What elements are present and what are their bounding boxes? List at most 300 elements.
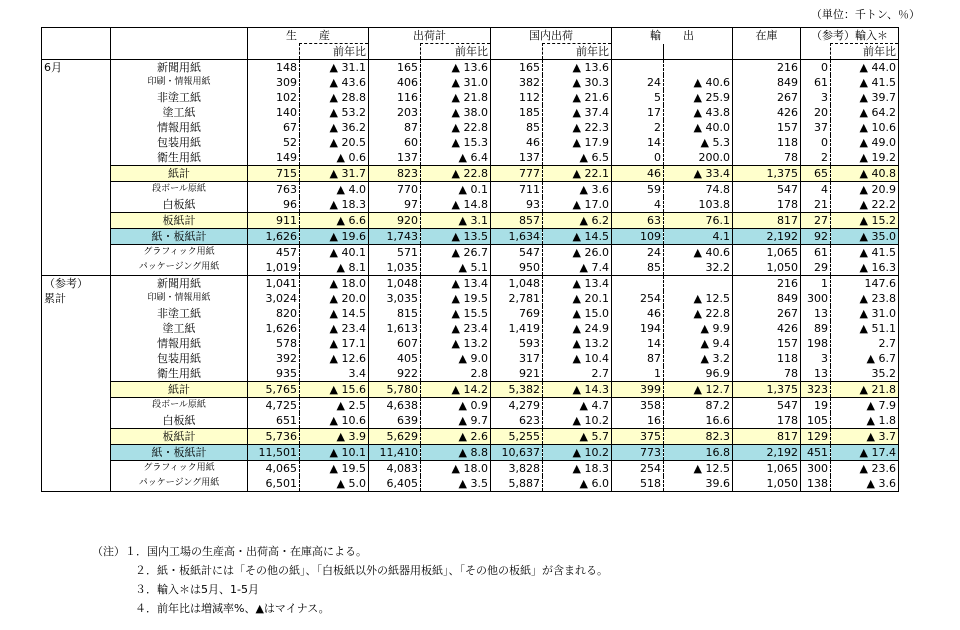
row-item-label: 新聞用紙 [111, 60, 248, 76]
table-row [42, 75, 899, 90]
table-cell: ▲ 7.4 [543, 260, 612, 276]
table-cell: ▲ 20.0 [300, 291, 369, 306]
table-cell: 2.7 [831, 336, 899, 351]
table-cell: ▲ 26.7 [421, 245, 491, 261]
table-cell: 921 [491, 366, 543, 382]
table-cell: 87 [369, 120, 421, 135]
table-cell: ▲ 38.0 [421, 105, 491, 120]
table-cell: ▲ 20.9 [831, 182, 899, 198]
table-cell: 96.9 [664, 366, 733, 382]
table-cell: 518 [612, 476, 664, 492]
note-2: ２．紙・板紙計には「その他の紙」、「白板紙以外の紙器用板紙」、「その他の板紙」が含まれる。 [135, 564, 608, 577]
table-cell: 571 [369, 245, 421, 261]
table-cell: 5,255 [491, 429, 543, 445]
table-cell: ▲ 41.5 [831, 245, 899, 261]
table-row [42, 321, 899, 336]
table-cell: 157 [733, 336, 801, 351]
table-cell: ▲ 20.5 [300, 135, 369, 150]
table-cell: 216 [733, 276, 801, 292]
table-cell: 1,050 [733, 260, 801, 276]
table-cell: ▲ 18.3 [543, 461, 612, 477]
row-item-label: グラフィック用紙 [111, 461, 248, 477]
table-cell: ▲ 22.8 [421, 120, 491, 135]
table-row [42, 182, 899, 198]
table-cell: 405 [369, 351, 421, 366]
table-cell: ▲ 28.8 [300, 90, 369, 105]
table-cell: ▲ 8.8 [421, 445, 491, 461]
table-cell: ▲ 3.9 [300, 429, 369, 445]
table-row [42, 229, 899, 245]
table-cell: 578 [248, 336, 300, 351]
table-cell: 4.1 [664, 229, 733, 245]
table-cell: ▲ 5.7 [543, 429, 612, 445]
table-cell: ▲ 1.8 [831, 413, 899, 429]
table-row [42, 398, 899, 414]
table-cell: 87.2 [664, 398, 733, 414]
table-cell: ▲ 14.5 [300, 306, 369, 321]
table-cell: 200.0 [664, 150, 733, 166]
table-row [42, 306, 899, 321]
row-item-label: 段ボール原紙 [111, 398, 248, 414]
header-row-2 [42, 44, 899, 60]
table-cell: ▲ 15.2 [831, 213, 899, 229]
table-cell: 817 [733, 213, 801, 229]
table-cell: 254 [612, 461, 664, 477]
table-cell: ▲ 17.1 [300, 336, 369, 351]
table-cell: ▲ 9.7 [421, 413, 491, 429]
header-yoy: 前年比 [831, 44, 899, 60]
row-item-label: 非塗工紙 [111, 306, 248, 321]
table-cell: ▲ 14.5 [543, 229, 612, 245]
table-cell: ▲ 40.0 [664, 120, 733, 135]
table-cell: 138 [801, 476, 831, 492]
table-cell: 857 [491, 213, 543, 229]
table-cell: ▲ 40.6 [664, 245, 733, 261]
table-cell: 0 [801, 135, 831, 150]
table-cell: ▲ 40.6 [664, 75, 733, 90]
table-row [42, 276, 899, 292]
table-cell: 19 [801, 398, 831, 414]
table-cell: 6,501 [248, 476, 300, 492]
table-cell: 4,083 [369, 461, 421, 477]
table-cell: 769 [491, 306, 543, 321]
table-cell: 105 [801, 413, 831, 429]
table-row [42, 213, 899, 229]
table-cell: ▲ 3.5 [421, 476, 491, 492]
table-cell: ▲ 8.1 [300, 260, 369, 276]
table-cell: 29 [801, 260, 831, 276]
table-row [42, 291, 899, 306]
table-cell: 82.3 [664, 429, 733, 445]
header-inventory: 在庫 [733, 28, 801, 44]
table-cell: ▲ 18.3 [300, 197, 369, 213]
row-item-label: 段ボール原紙 [111, 182, 248, 198]
table-cell: 1,375 [733, 166, 801, 182]
table-cell: ▲ 53.2 [300, 105, 369, 120]
table-cell: 651 [248, 413, 300, 429]
table-cell: 21 [801, 197, 831, 213]
table-cell: ▲ 22.3 [543, 120, 612, 135]
table-cell: ▲ 37.4 [543, 105, 612, 120]
table-cell: ▲ 39.7 [831, 90, 899, 105]
table-cell: 817 [733, 429, 801, 445]
table-cell: 763 [248, 182, 300, 198]
section-label: 6月 [42, 60, 111, 76]
table-cell: ▲ 10.2 [543, 413, 612, 429]
table-cell: ▲ 22.1 [543, 166, 612, 182]
table-cell: 27 [801, 213, 831, 229]
table-row [42, 461, 899, 477]
table-cell: 547 [733, 182, 801, 198]
table-cell: 59 [612, 182, 664, 198]
table-cell: ▲ 18.0 [421, 461, 491, 477]
table-cell: 35.2 [831, 366, 899, 382]
table-cell: 547 [491, 245, 543, 261]
table-cell: ▲ 12.5 [664, 291, 733, 306]
table-cell: ▲ 13.6 [421, 60, 491, 76]
table-cell: 1,048 [491, 276, 543, 292]
table-cell: 39.6 [664, 476, 733, 492]
table-cell: 5,736 [248, 429, 300, 445]
table-cell: 426 [733, 321, 801, 336]
table-cell: ▲ 21.6 [543, 90, 612, 105]
table-cell: ▲ 40.8 [831, 166, 899, 182]
row-item-label: 印刷・情報用紙 [111, 75, 248, 90]
table-cell: 140 [248, 105, 300, 120]
header-yoy: 前年比 [421, 44, 491, 60]
table-cell: 157 [733, 120, 801, 135]
table-cell: ▲ 0.1 [421, 182, 491, 198]
table-cell: 2.8 [421, 366, 491, 382]
table-cell: ▲ 10.1 [300, 445, 369, 461]
table-cell: ▲ 0.6 [300, 150, 369, 166]
table-cell: 96 [248, 197, 300, 213]
table-cell: ▲ 9.9 [664, 321, 733, 336]
table-cell: ▲ 15.6 [300, 382, 369, 398]
table-cell: ▲ 10.4 [543, 351, 612, 366]
table-row [42, 429, 899, 445]
row-item-label: 情報用紙 [111, 336, 248, 351]
row-item-label: 白板紙 [111, 197, 248, 213]
table-cell: ▲ 10.6 [300, 413, 369, 429]
table-cell: 0 [801, 60, 831, 76]
table-cell: 165 [491, 60, 543, 76]
table-cell: ▲ 19.6 [300, 229, 369, 245]
row-item-label: 塗工紙 [111, 321, 248, 336]
table-cell: ▲ 3.1 [421, 213, 491, 229]
table-cell: 358 [612, 398, 664, 414]
row-item-label: 板紙計 [111, 213, 248, 229]
table-cell: ▲ 14.2 [421, 382, 491, 398]
table-cell: 63 [612, 213, 664, 229]
table-cell: ▲ 21.8 [421, 90, 491, 105]
table-cell: 4,279 [491, 398, 543, 414]
table-row [42, 413, 899, 429]
paper-statistics-table [41, 27, 899, 492]
table-cell: 89 [801, 321, 831, 336]
table-cell: ▲ 3.2 [664, 351, 733, 366]
row-item-label: 印刷・情報用紙 [111, 291, 248, 306]
table-row [42, 197, 899, 213]
table-row [42, 166, 899, 182]
table-cell: 950 [491, 260, 543, 276]
table-cell: ▲ 49.0 [831, 135, 899, 150]
table-cell: ▲ 22.8 [421, 166, 491, 182]
table-cell: 0 [612, 150, 664, 166]
table-cell: 922 [369, 366, 421, 382]
table-cell: 11,501 [248, 445, 300, 461]
table-row [42, 336, 899, 351]
table-cell: ▲ 2.5 [300, 398, 369, 414]
table-cell: 770 [369, 182, 421, 198]
table-cell: ▲ 3.6 [831, 476, 899, 492]
table-cell: ▲ 2.6 [421, 429, 491, 445]
table-cell: 5 [612, 90, 664, 105]
row-item-label: 紙計 [111, 166, 248, 182]
table-cell: 4,065 [248, 461, 300, 477]
table-cell: ▲ 7.9 [831, 398, 899, 414]
table-cell: ▲ 15.5 [421, 306, 491, 321]
table-cell: 773 [612, 445, 664, 461]
header-export: 輸 出 [612, 28, 733, 44]
table-cell: 1,634 [491, 229, 543, 245]
table-cell: 1,048 [369, 276, 421, 292]
table-cell: ▲ 19.5 [300, 461, 369, 477]
table-cell: 639 [369, 413, 421, 429]
table-row [42, 351, 899, 366]
table-cell: ▲ 16.3 [831, 260, 899, 276]
table-cell: 323 [801, 382, 831, 398]
table-cell: ▲ 19.5 [421, 291, 491, 306]
table-cell: 2 [612, 120, 664, 135]
table-cell: 76.1 [664, 213, 733, 229]
table-cell: ▲ 22.2 [831, 197, 899, 213]
table-cell: 920 [369, 213, 421, 229]
row-item-label: 板紙計 [111, 429, 248, 445]
table-cell: 1,743 [369, 229, 421, 245]
table-cell: ▲ 13.5 [421, 229, 491, 245]
table-cell: 216 [733, 60, 801, 76]
table-cell: 112 [491, 90, 543, 105]
table-cell: 317 [491, 351, 543, 366]
row-item-label: 情報用紙 [111, 120, 248, 135]
table-cell: 1 [612, 366, 664, 382]
section-sub-label: 累計 [42, 291, 111, 306]
section-label: （参考） [42, 276, 111, 292]
table-cell: 935 [248, 366, 300, 382]
table-cell: 137 [369, 150, 421, 166]
table-cell: 2.7 [543, 366, 612, 382]
table-cell: 849 [733, 75, 801, 90]
table-cell: 149 [248, 150, 300, 166]
table-cell: ▲ 6.2 [543, 213, 612, 229]
table-row [42, 476, 899, 492]
row-item-label: 新聞用紙 [111, 276, 248, 292]
table-cell: 16.6 [664, 413, 733, 429]
table-cell: ▲ 6.7 [831, 351, 899, 366]
table-cell: ▲ 13.4 [421, 276, 491, 292]
table-cell: 607 [369, 336, 421, 351]
table-cell: 715 [248, 166, 300, 182]
table-cell: 1,419 [491, 321, 543, 336]
row-item-label: 紙・板紙計 [111, 445, 248, 461]
header-production: 生 産 [248, 28, 369, 44]
table-cell: 815 [369, 306, 421, 321]
table-cell: ▲ 6.6 [300, 213, 369, 229]
table-cell: ▲ 17.4 [831, 445, 899, 461]
table-cell: ▲ 20.1 [543, 291, 612, 306]
table-cell: 392 [248, 351, 300, 366]
row-item-label: グラフィック用紙 [111, 245, 248, 261]
table-cell: 5,629 [369, 429, 421, 445]
table-cell [664, 60, 733, 76]
table-cell: 593 [491, 336, 543, 351]
table-cell: 267 [733, 306, 801, 321]
table-cell: 129 [801, 429, 831, 445]
table-cell: ▲ 17.0 [543, 197, 612, 213]
table-cell: ▲ 5.3 [664, 135, 733, 150]
table-cell: 118 [733, 351, 801, 366]
table-cell: 3 [801, 351, 831, 366]
table-cell: 61 [801, 245, 831, 261]
table-cell: 165 [369, 60, 421, 76]
table-cell: 13 [801, 366, 831, 382]
header-yoy: 前年比 [300, 44, 369, 60]
table-row [42, 260, 899, 276]
table-cell: ▲ 13.6 [543, 60, 612, 76]
table-cell: ▲ 30.3 [543, 75, 612, 90]
table-cell: 78 [733, 366, 801, 382]
row-item-label: 衛生用紙 [111, 366, 248, 382]
table-cell: 6,405 [369, 476, 421, 492]
table-cell: 4 [612, 197, 664, 213]
table-cell: 1,050 [733, 476, 801, 492]
table-cell: 5,382 [491, 382, 543, 398]
row-item-label: 塗工紙 [111, 105, 248, 120]
table-cell: 46 [612, 166, 664, 182]
table-cell: 623 [491, 413, 543, 429]
table-cell: ▲ 22.8 [664, 306, 733, 321]
table-cell: ▲ 44.0 [831, 60, 899, 76]
table-cell: 375 [612, 429, 664, 445]
table-cell: 198 [801, 336, 831, 351]
table-cell: 37 [801, 120, 831, 135]
table-row [42, 245, 899, 261]
table-cell: ▲ 17.9 [543, 135, 612, 150]
table-cell [612, 276, 664, 292]
table-cell: ▲ 41.5 [831, 75, 899, 90]
table-cell: ▲ 40.1 [300, 245, 369, 261]
table-cell: 20 [801, 105, 831, 120]
table-cell: ▲ 6.4 [421, 150, 491, 166]
table-cell [664, 276, 733, 292]
table-cell: 4,638 [369, 398, 421, 414]
table-cell: 5,765 [248, 382, 300, 398]
table-cell: ▲ 23.8 [831, 291, 899, 306]
table-cell: ▲ 43.6 [300, 75, 369, 90]
table-cell: ▲ 23.6 [831, 461, 899, 477]
row-item-label: パッケージング用紙 [111, 260, 248, 276]
table-cell: ▲ 5.0 [300, 476, 369, 492]
table-cell: 24 [612, 75, 664, 90]
table-cell [612, 60, 664, 76]
table-cell: ▲ 3.7 [831, 429, 899, 445]
table-cell: 711 [491, 182, 543, 198]
table-cell: 13 [801, 306, 831, 321]
table-cell: 74.8 [664, 182, 733, 198]
table-cell: ▲ 25.9 [664, 90, 733, 105]
table-cell: 16 [612, 413, 664, 429]
table-cell: 11,410 [369, 445, 421, 461]
table-cell: 820 [248, 306, 300, 321]
table-cell: 203 [369, 105, 421, 120]
table-cell: 52 [248, 135, 300, 150]
table-cell: ▲ 26.0 [543, 245, 612, 261]
table-cell: 1,613 [369, 321, 421, 336]
table-cell: 406 [369, 75, 421, 90]
table-cell: 85 [612, 260, 664, 276]
row-item-label: パッケージング用紙 [111, 476, 248, 492]
header-imports: （参考）輸入＊ [801, 28, 899, 44]
table-cell: 3 [801, 90, 831, 105]
table-cell: 254 [612, 291, 664, 306]
table-cell: 2,192 [733, 445, 801, 461]
table-row [42, 120, 899, 135]
row-item-label: 白板紙 [111, 413, 248, 429]
table-cell: ▲ 64.2 [831, 105, 899, 120]
table-cell: 194 [612, 321, 664, 336]
table-cell: 93 [491, 197, 543, 213]
table-cell: 300 [801, 461, 831, 477]
table-cell: 185 [491, 105, 543, 120]
table-cell: 3.4 [300, 366, 369, 382]
table-row [42, 445, 899, 461]
note-1: （注）１．国内工場の生産高・出荷高・在庫高による。 [92, 545, 367, 558]
table-cell: ▲ 15.0 [543, 306, 612, 321]
table-cell: ▲ 10.6 [831, 120, 899, 135]
table-cell: 60 [369, 135, 421, 150]
table-cell: 32.2 [664, 260, 733, 276]
table-cell: 1,019 [248, 260, 300, 276]
table-cell: ▲ 19.2 [831, 150, 899, 166]
table-cell: ▲ 13.2 [543, 336, 612, 351]
table-cell: 147.6 [831, 276, 899, 292]
table-cell: 2,781 [491, 291, 543, 306]
table-cell: ▲ 12.5 [664, 461, 733, 477]
table-cell: ▲ 21.8 [831, 382, 899, 398]
table-cell: ▲ 4.0 [300, 182, 369, 198]
table-cell: 137 [491, 150, 543, 166]
table-cell: 777 [491, 166, 543, 182]
table-cell: ▲ 13.4 [543, 276, 612, 292]
table-row [42, 366, 899, 382]
table-cell: 178 [733, 197, 801, 213]
row-item-label: 紙計 [111, 382, 248, 398]
table-cell: 178 [733, 413, 801, 429]
table-row [42, 382, 899, 398]
table-cell: ▲ 35.0 [831, 229, 899, 245]
table-cell: ▲ 24.9 [543, 321, 612, 336]
row-item-label: 紙・板紙計 [111, 229, 248, 245]
table-cell: 5,780 [369, 382, 421, 398]
table-cell: 300 [801, 291, 831, 306]
table-cell: 1 [801, 276, 831, 292]
table-cell: ▲ 31.7 [300, 166, 369, 182]
table-cell: 16.8 [664, 445, 733, 461]
table-cell: ▲ 13.2 [421, 336, 491, 351]
table-cell: ▲ 23.4 [421, 321, 491, 336]
table-cell: 14 [612, 135, 664, 150]
